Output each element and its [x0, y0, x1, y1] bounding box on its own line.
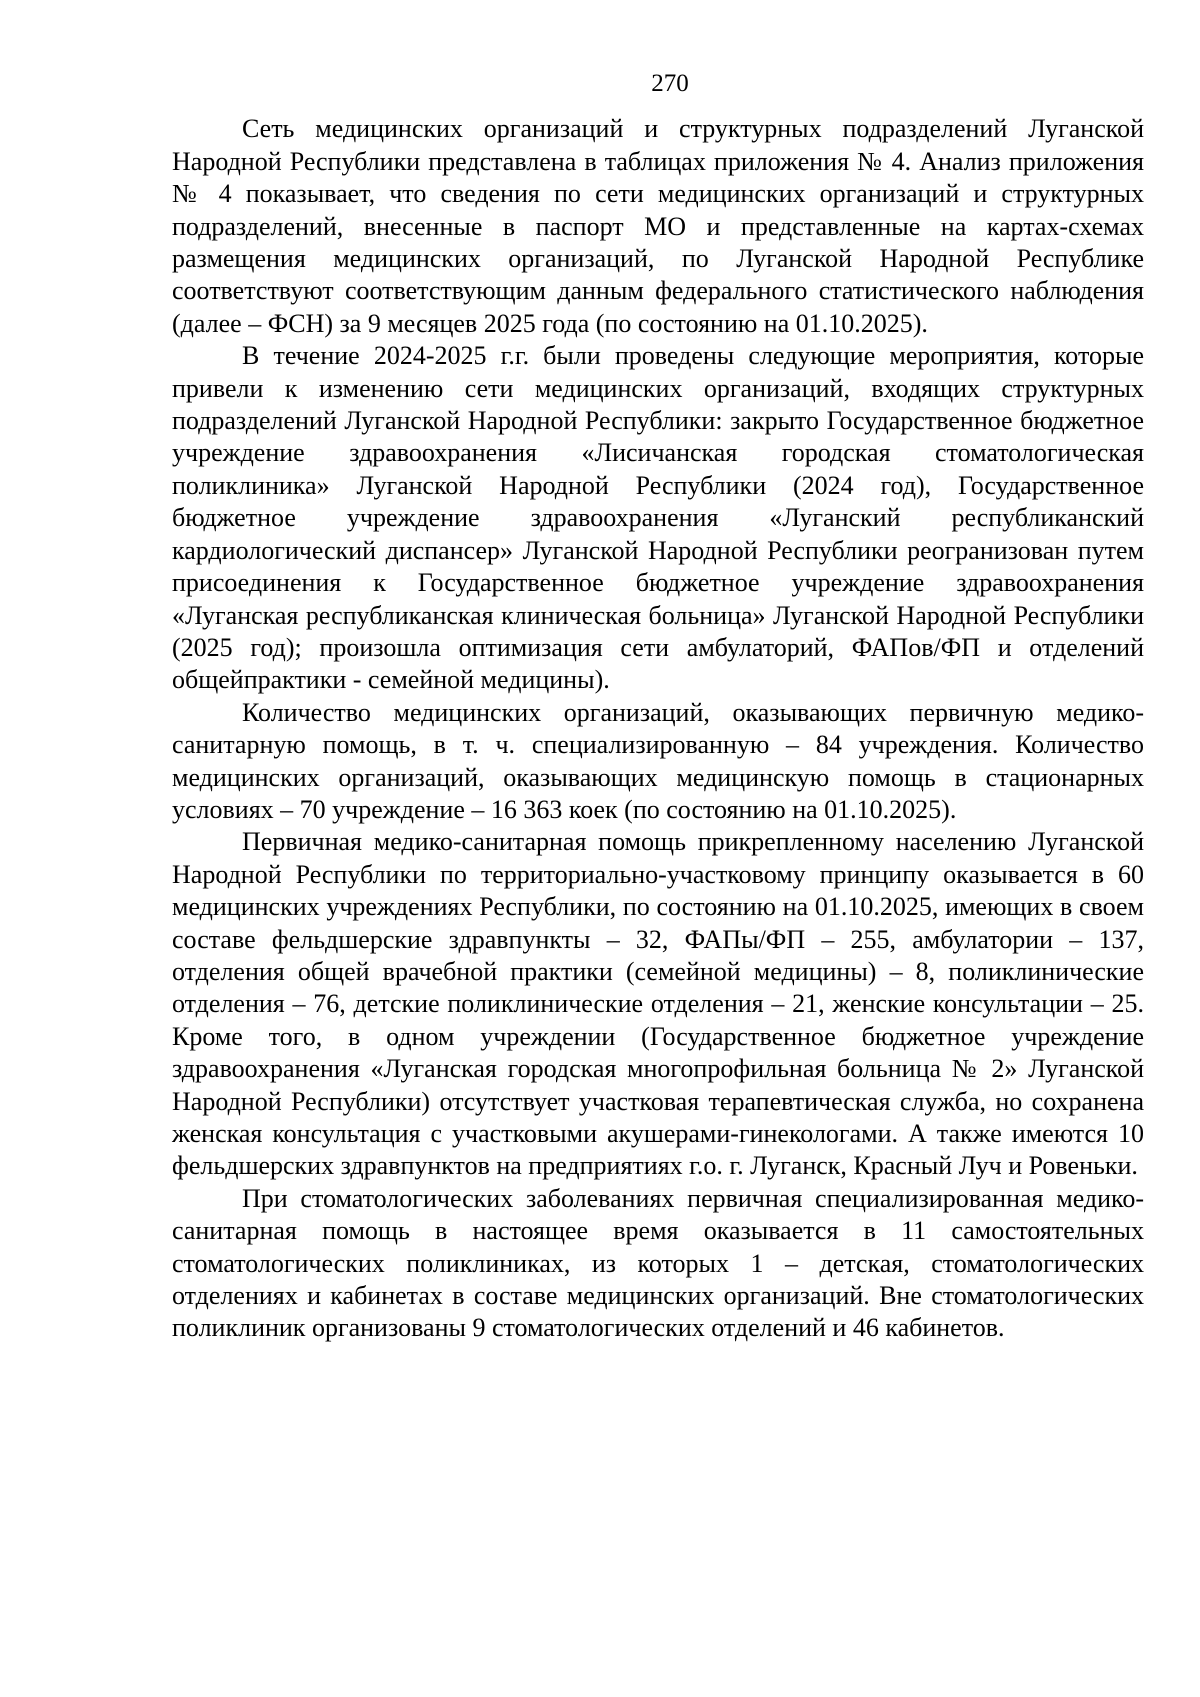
- paragraph-network-changes-2024-2025: В течение 2024-2025 г.г. были проведены следующие мероприятия, которые привели к изменению сети медицинских организаций, входящих структурных подразделений Луганской Народной Республики: закрыто Государственное бюджетное учреждение здравоохранения «Лисичанская городская стоматологическая поликлиника» Луганской Народной Республики (2024 год), Государственное бюджетное учреждение здравоохранения «Луганский республиканский кардиологический диспансер» Луганской Народной Республики реогранизован путем присоединения к Государственное бюджетное учреждение здравоохранения «Луганская республиканская клиническая больница» Луганской Народной Республики (2025 год); произошла оптимизация сети амбулаторий, ФАПов/ФП и отделений общейпрактики - семейной медицины).: [172, 341, 1144, 695]
- paragraph-medical-network-overview: Сеть медицинских организаций и структурных подразделений Луганской Народной Республики представлена в таблицах приложения № 4. Анализ приложения № 4 показывает, что сведения по сети медицинских организаций и структурных подразделений, внесенные в паспорт МО и представленные на картах-схемах размещения медицинских организаций, по Луганской Народной Республике соответствуют соответствующим данным федерального статистического наблюдения (далее – ФСН) за 9 месяцев 2025 года (по состоянию на 01.10.2025).: [172, 114, 1144, 338]
- paragraph-dental-care: При стоматологических заболеваниях первичная специализированная медико-санитарная помощь в настоящее время оказывается в 11 самостоятельных стоматологических поликлиниках, из которых 1 – детская, стоматологических отделениях и кабинетах в составе медицинских организаций. Вне стоматологических поликлиник организованы 9 стоматологических отделений и 46 кабинетов.: [172, 1183, 1144, 1343]
- paragraph-organization-counts: Количество медицинских организаций, оказывающих первичную медико-санитарную помощь, в т. ч. специализированную – 84 учреждения. Количество медицинских организаций, оказывающих медицинскую помощь в стационарных условиях – 70 учреждение – 16 363 коек (по состоянию на 01.10.2025).: [172, 697, 1144, 824]
- page-number: 270: [651, 70, 689, 97]
- paragraph-primary-care: Первичная медико-санитарная помощь прикрепленному населению Луганской Народной Республики по территориально-участковому принципу оказывается в 60 медицинских учреждениях Республики, по состоянию на 01.10.2025, имеющих в своем составе фельдшерские здравпункты – 32, ФАПы/ФП – 255, амбулатории – 137, отделения общей врачебной практики (семейной медицины) – 8, поликлинические отделения – 76, детские поликлинические отделения – 21, женские консультации – 25. Кроме того, в одном учреждении (Государственное бюджетное учреждение здравоохранения «Луганская городская многопрофильная больница № 2» Луганской Народной Республики) отсутствует участковая терапевтическая служба, но сохранена женская консультация с участковыми акушерами-гинекологами. А также имеются 10 фельдшерских здравпунктов на предприятиях г.о. г. Луганск, Красный Луч и Ровеньки.: [172, 827, 1144, 1181]
- document-page: [172, 68, 1144, 1345]
